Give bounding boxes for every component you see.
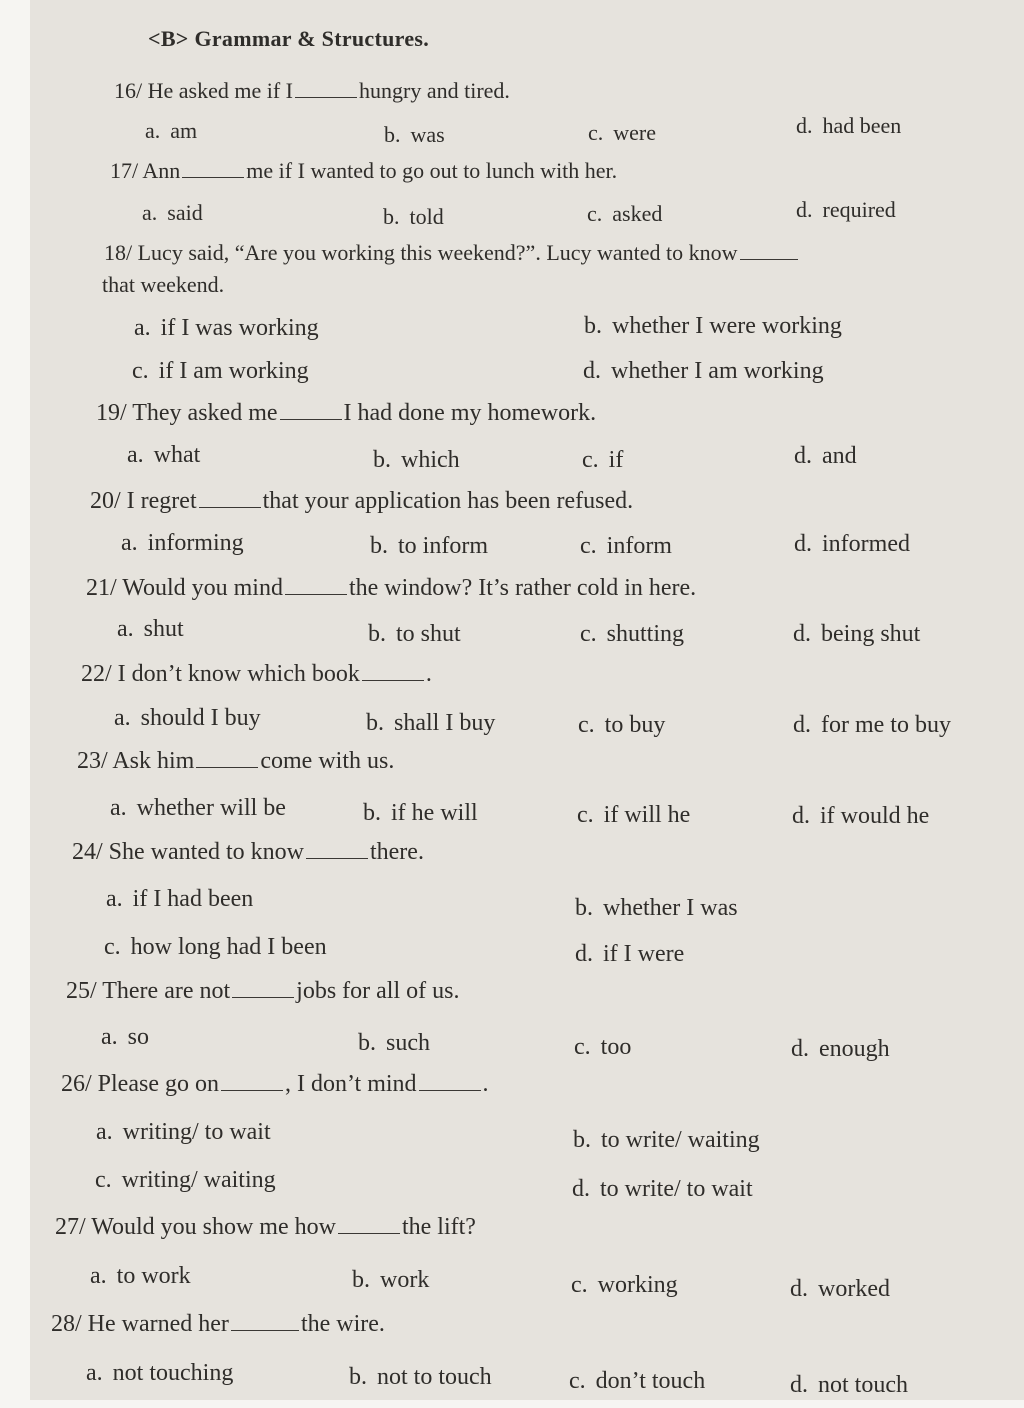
- answer-blank[interactable]: [362, 679, 424, 681]
- bottom-margin: [0, 1400, 1024, 1408]
- question-16: 16/ He asked me if I hungry and tired.: [114, 78, 510, 103]
- option-d[interactable]: d. not touch: [790, 1372, 908, 1398]
- option-c[interactable]: c. writing/ waiting: [95, 1167, 276, 1193]
- answer-blank[interactable]: [280, 418, 342, 420]
- option-c[interactable]: c. if will he: [577, 802, 691, 828]
- option-b[interactable]: b. if he will: [363, 800, 478, 826]
- option-c[interactable]: c. asked: [587, 201, 663, 226]
- left-margin: [0, 0, 30, 1408]
- answer-blank-2[interactable]: [419, 1089, 481, 1091]
- option-b[interactable]: b. whether I was: [575, 895, 738, 921]
- section-title: <B> Grammar & Structures.: [148, 26, 430, 51]
- option-a[interactable]: a. to work: [90, 1263, 191, 1289]
- option-c[interactable]: c. shutting: [580, 621, 684, 647]
- option-c[interactable]: c. if I am working: [132, 358, 309, 384]
- option-a[interactable]: a. informing: [121, 530, 244, 556]
- option-a[interactable]: a. whether will be: [110, 795, 286, 821]
- option-a[interactable]: a. am: [145, 118, 198, 143]
- answer-blank[interactable]: [231, 1329, 299, 1331]
- question-26: 26/ Please go on , I don’t mind .: [61, 1071, 489, 1097]
- answer-blank[interactable]: [182, 176, 244, 178]
- question-23: 23/ Ask him come with us.: [77, 748, 395, 774]
- answer-blank[interactable]: [196, 766, 258, 768]
- option-d[interactable]: d. if would he: [792, 803, 930, 829]
- answer-blank-1[interactable]: [221, 1089, 283, 1091]
- option-c[interactable]: c. too: [574, 1034, 632, 1060]
- answer-blank[interactable]: [199, 506, 261, 508]
- question-27: 27/ Would you show me how the lift?: [55, 1214, 476, 1240]
- option-d[interactable]: d. and: [794, 443, 857, 469]
- option-d[interactable]: d. whether I am working: [583, 358, 824, 384]
- question-21: 21/ Would you mind the window? It’s rather cold in here.: [86, 575, 697, 601]
- option-c[interactable]: c. inform: [580, 533, 672, 559]
- option-c[interactable]: c. don’t touch: [569, 1368, 706, 1394]
- question-25: 25/ There are not jobs for all of us.: [66, 978, 460, 1004]
- question-18: 18/ Lucy said, “Are you working this weekend?”. Lucy wanted to know: [104, 240, 800, 266]
- answer-blank[interactable]: [338, 1232, 400, 1234]
- option-a[interactable]: a. writing/ to wait: [96, 1119, 271, 1145]
- option-a[interactable]: a. said: [142, 200, 203, 225]
- answer-blank[interactable]: [306, 857, 368, 859]
- option-d[interactable]: d. for me to buy: [793, 712, 951, 738]
- question-22: 22/ I don’t know which book .: [81, 661, 432, 687]
- question-24: 24/ She wanted to know there.: [72, 839, 424, 865]
- option-a[interactable]: a. if I was working: [134, 315, 319, 341]
- option-a[interactable]: a. if I had been: [106, 886, 254, 912]
- option-b[interactable]: b. to shut: [368, 621, 461, 647]
- option-b[interactable]: b. to write/ waiting: [573, 1127, 760, 1153]
- option-a[interactable]: a. should I buy: [114, 705, 261, 731]
- answer-blank[interactable]: [740, 258, 798, 260]
- option-b[interactable]: b. told: [383, 204, 444, 229]
- option-a[interactable]: a. not touching: [86, 1360, 234, 1386]
- option-b[interactable]: b. work: [352, 1267, 430, 1293]
- option-c[interactable]: c. to buy: [578, 712, 666, 738]
- option-d[interactable]: d. to write/ to wait: [572, 1176, 753, 1202]
- option-d[interactable]: d. informed: [794, 531, 910, 557]
- option-c[interactable]: c. working: [571, 1272, 678, 1298]
- option-a[interactable]: a. shut: [117, 616, 184, 642]
- option-b[interactable]: b. shall I buy: [366, 710, 496, 736]
- question-18-continued: that weekend.: [102, 272, 225, 297]
- option-c[interactable]: c. how long had I been: [104, 934, 327, 960]
- option-d[interactable]: d. worked: [790, 1276, 890, 1302]
- option-c[interactable]: c. if: [582, 447, 624, 473]
- option-a[interactable]: a. so: [101, 1024, 149, 1050]
- option-b[interactable]: b. such: [358, 1030, 430, 1056]
- option-d[interactable]: d. if I were: [575, 941, 685, 967]
- option-c[interactable]: c. were: [588, 120, 657, 145]
- option-d[interactable]: d. being shut: [793, 621, 921, 647]
- answer-blank[interactable]: [285, 593, 347, 595]
- option-b[interactable]: b. which: [373, 447, 460, 473]
- option-d[interactable]: d. had been: [796, 113, 902, 138]
- question-28: 28/ He warned her the wire.: [51, 1311, 385, 1337]
- option-b[interactable]: b. to inform: [370, 533, 488, 559]
- option-b[interactable]: b. not to touch: [349, 1364, 492, 1390]
- question-20: 20/ I regret that your application has been refused.: [90, 488, 634, 514]
- option-b[interactable]: b. whether I were working: [584, 313, 842, 339]
- answer-blank[interactable]: [232, 996, 294, 998]
- question-19: 19/ They asked me I had done my homework.: [96, 400, 597, 426]
- option-d[interactable]: d. enough: [791, 1036, 890, 1062]
- answer-blank[interactable]: [295, 96, 357, 98]
- option-b[interactable]: b. was: [384, 122, 445, 147]
- option-a[interactable]: a. what: [127, 442, 201, 468]
- option-d[interactable]: d. required: [796, 197, 896, 222]
- question-17: 17/ Ann me if I wanted to go out to lunch with her.: [110, 158, 618, 183]
